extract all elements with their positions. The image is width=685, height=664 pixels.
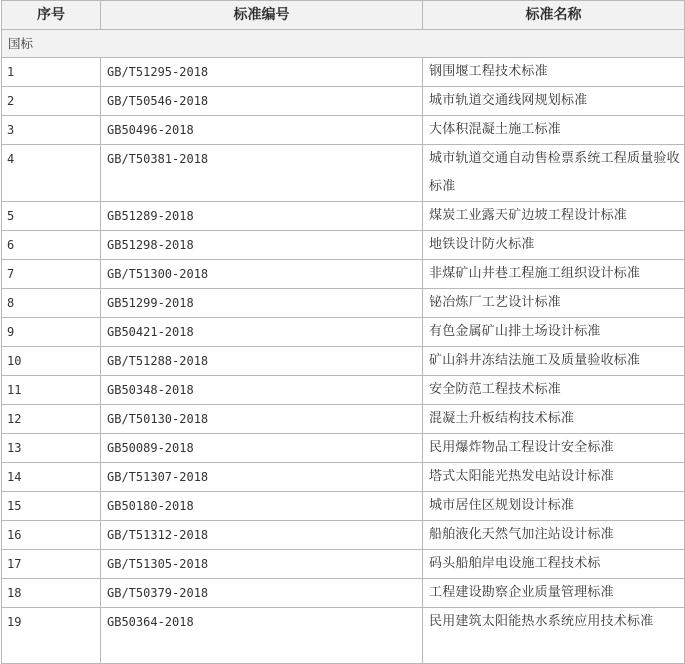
section-label: 国标	[2, 30, 685, 58]
row-name: 非煤矿山井巷工程施工组织设计标准	[423, 260, 685, 289]
row-index: 8	[2, 289, 101, 318]
header-name: 标准名称	[423, 1, 685, 30]
row-code: GB/T51295-2018	[101, 58, 423, 87]
table-row	[2, 347, 685, 376]
standards-table	[1, 0, 685, 664]
row-code: GB50348-2018	[101, 376, 423, 405]
row-code: GB/T50130-2018	[101, 405, 423, 434]
table-row	[2, 376, 685, 405]
table-row	[2, 434, 685, 463]
row-index: 18	[2, 579, 101, 608]
row-code: GB/T51300-2018	[101, 260, 423, 289]
section-row	[2, 30, 685, 58]
row-index: 12	[2, 405, 101, 434]
row-code: GB/T51305-2018	[101, 550, 423, 579]
row-code: GB50496-2018	[101, 116, 423, 145]
row-index: 2	[2, 87, 101, 116]
header-code: 标准编号	[101, 1, 423, 30]
table-row	[2, 463, 685, 492]
table-row	[2, 492, 685, 521]
table-row	[2, 231, 685, 260]
row-name: 塔式太阳能光热发电站设计标准	[423, 463, 685, 492]
table-row	[2, 116, 685, 145]
row-name: 工程建设勘察企业质量管理标准	[423, 579, 685, 608]
row-code: GB/T51307-2018	[101, 463, 423, 492]
table-row	[2, 87, 685, 116]
row-index: 1	[2, 58, 101, 87]
row-name: 安全防范工程技术标准	[423, 376, 685, 405]
row-index: 11	[2, 376, 101, 405]
table-row	[2, 405, 685, 434]
table-row	[2, 579, 685, 608]
table-row	[2, 550, 685, 579]
row-code: GB50089-2018	[101, 434, 423, 463]
table-row	[2, 289, 685, 318]
table-row	[2, 145, 685, 202]
table-row	[2, 318, 685, 347]
row-name: 有色金属矿山排土场设计标准	[423, 318, 685, 347]
table-row	[2, 260, 685, 289]
row-index: 9	[2, 318, 101, 347]
row-code: GB/T51288-2018	[101, 347, 423, 376]
row-name: 城市居住区规划设计标准	[423, 492, 685, 521]
row-index: 19	[2, 608, 101, 664]
row-index: 5	[2, 202, 101, 231]
table-row	[2, 608, 685, 664]
row-code: GB50364-2018	[101, 608, 423, 664]
row-code: GB/T51312-2018	[101, 521, 423, 550]
row-name: 民用爆炸物品工程设计安全标准	[423, 434, 685, 463]
row-name: 混凝土升板结构技术标准	[423, 405, 685, 434]
row-index: 17	[2, 550, 101, 579]
row-name: 铋冶炼厂工艺设计标准	[423, 289, 685, 318]
row-index: 7	[2, 260, 101, 289]
row-code: GB/T50546-2018	[101, 87, 423, 116]
row-name: 地铁设计防火标准	[423, 231, 685, 260]
row-code: GB51289-2018	[101, 202, 423, 231]
row-index: 13	[2, 434, 101, 463]
row-name: 矿山斜井冻结法施工及质量验收标准	[423, 347, 685, 376]
row-name: 船舶液化天然气加注站设计标准	[423, 521, 685, 550]
table-header-row	[2, 1, 685, 30]
table-row	[2, 521, 685, 550]
row-index: 6	[2, 231, 101, 260]
header-index: 序号	[2, 1, 101, 30]
table-row	[2, 58, 685, 87]
table-row	[2, 202, 685, 231]
row-index: 3	[2, 116, 101, 145]
row-name: 煤炭工业露天矿边坡工程设计标准	[423, 202, 685, 231]
row-index: 15	[2, 492, 101, 521]
row-code: GB50180-2018	[101, 492, 423, 521]
row-code: GB/T50381-2018	[101, 145, 423, 202]
row-name: 城市轨道交通线网规划标准	[423, 87, 685, 116]
row-name: 城市轨道交通自动售检票系统工程质量验收标准	[423, 145, 685, 202]
row-name: 钢围堰工程技术标准	[423, 58, 685, 87]
row-index: 10	[2, 347, 101, 376]
row-name: 民用建筑太阳能热水系统应用技术标准	[423, 608, 685, 664]
row-code: GB51299-2018	[101, 289, 423, 318]
row-index: 14	[2, 463, 101, 492]
row-name: 大体积混凝土施工标准	[423, 116, 685, 145]
row-code: GB/T50379-2018	[101, 579, 423, 608]
row-index: 4	[2, 145, 101, 202]
row-index: 16	[2, 521, 101, 550]
row-code: GB51298-2018	[101, 231, 423, 260]
row-code: GB50421-2018	[101, 318, 423, 347]
row-name: 码头船舶岸电设施工程技术标	[423, 550, 685, 579]
